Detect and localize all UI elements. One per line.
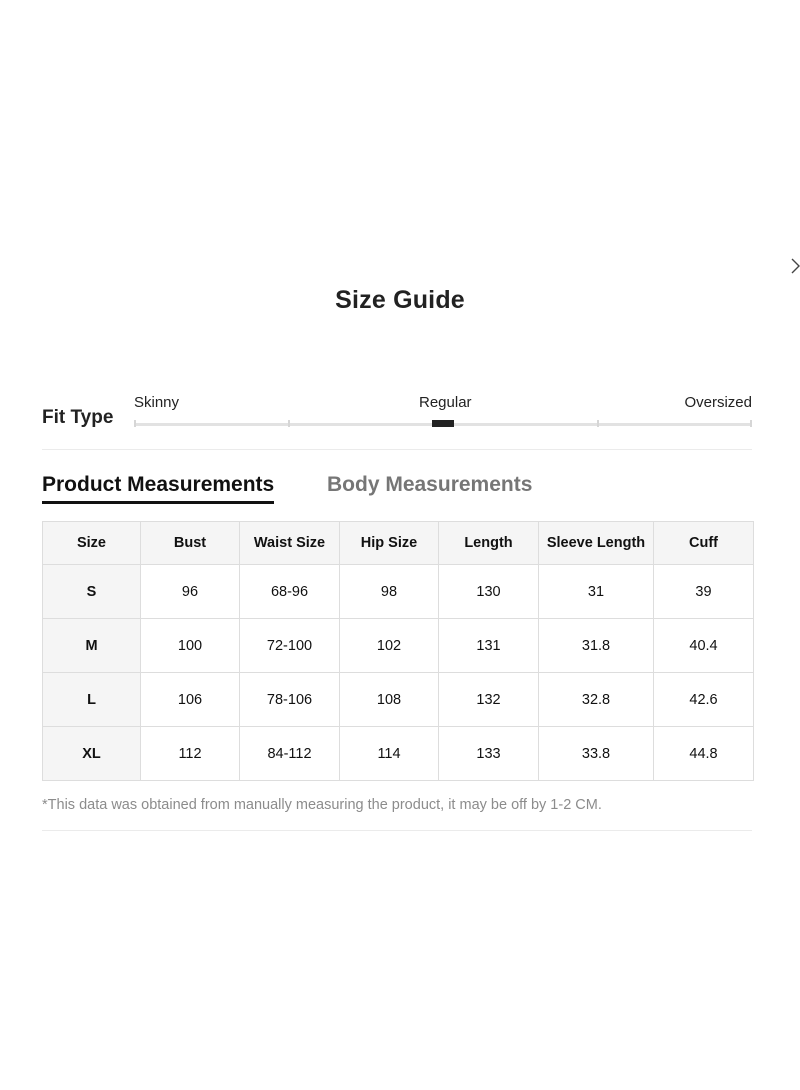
- table-row: [43, 565, 754, 619]
- table-cell: 68-96: [240, 565, 340, 619]
- page-title: Size Guide: [335, 286, 465, 314]
- fit-tick: [597, 420, 599, 427]
- table-cell: 40.4: [654, 619, 754, 673]
- column-header-cuff: Cuff: [654, 522, 754, 565]
- column-header-hip-size: Hip Size: [340, 522, 439, 565]
- table-cell: 98: [340, 565, 439, 619]
- divider: [42, 449, 752, 450]
- column-header-bust: Bust: [141, 522, 240, 565]
- table-cell: 131: [439, 619, 539, 673]
- fit-type-scale: [134, 393, 752, 433]
- tab-product-measurements[interactable]: Product Measurements: [42, 473, 274, 504]
- close-button[interactable]: [788, 257, 800, 275]
- table-cell: 42.6: [654, 673, 754, 727]
- table-cell: 96: [141, 565, 240, 619]
- fit-option-oversized: Oversized: [684, 394, 752, 411]
- table-cell: 133: [439, 727, 539, 781]
- table-cell: 132: [439, 673, 539, 727]
- column-header-length: Length: [439, 522, 539, 565]
- table-cell: 130: [439, 565, 539, 619]
- table-cell: 44.8: [654, 727, 754, 781]
- fit-tick: [134, 420, 136, 427]
- size-cell: S: [43, 565, 141, 619]
- fit-option-regular: Regular: [419, 394, 472, 411]
- table-cell: 106: [141, 673, 240, 727]
- size-table: [42, 521, 754, 781]
- table-cell: 32.8: [539, 673, 654, 727]
- tab-body-measurements[interactable]: Body Measurements: [327, 473, 533, 496]
- table-row: [43, 727, 754, 781]
- table-cell: 100: [141, 619, 240, 673]
- fit-tick: [750, 420, 752, 427]
- table-cell: 31.8: [539, 619, 654, 673]
- table-cell: 72-100: [240, 619, 340, 673]
- table-row: [43, 673, 754, 727]
- column-header-sleeve-length: Sleeve Length: [539, 522, 654, 565]
- size-cell: XL: [43, 727, 141, 781]
- divider: [42, 830, 752, 831]
- fit-tick: [288, 420, 290, 427]
- table-cell: 84-112: [240, 727, 340, 781]
- table-cell: 114: [340, 727, 439, 781]
- table-cell: 78-106: [240, 673, 340, 727]
- column-header-size: Size: [43, 522, 141, 565]
- table-cell: 102: [340, 619, 439, 673]
- table-cell: 33.8: [539, 727, 654, 781]
- table-cell: 39: [654, 565, 754, 619]
- measurement-note: *This data was obtained from manually measuring the product, it may be off by 1-2 CM.: [42, 797, 602, 813]
- fit-type-label: Fit Type: [42, 407, 114, 428]
- table-cell: 112: [141, 727, 240, 781]
- table-row: [43, 619, 754, 673]
- fit-selected-marker: [432, 420, 454, 427]
- column-header-waist-size: Waist Size: [240, 522, 340, 565]
- size-cell: M: [43, 619, 141, 673]
- table-cell: 31: [539, 565, 654, 619]
- table-cell: 108: [340, 673, 439, 727]
- fit-option-skinny: Skinny: [134, 394, 180, 411]
- table-header-row: [43, 522, 754, 565]
- size-cell: L: [43, 673, 141, 727]
- chevron-right-icon: [788, 257, 800, 275]
